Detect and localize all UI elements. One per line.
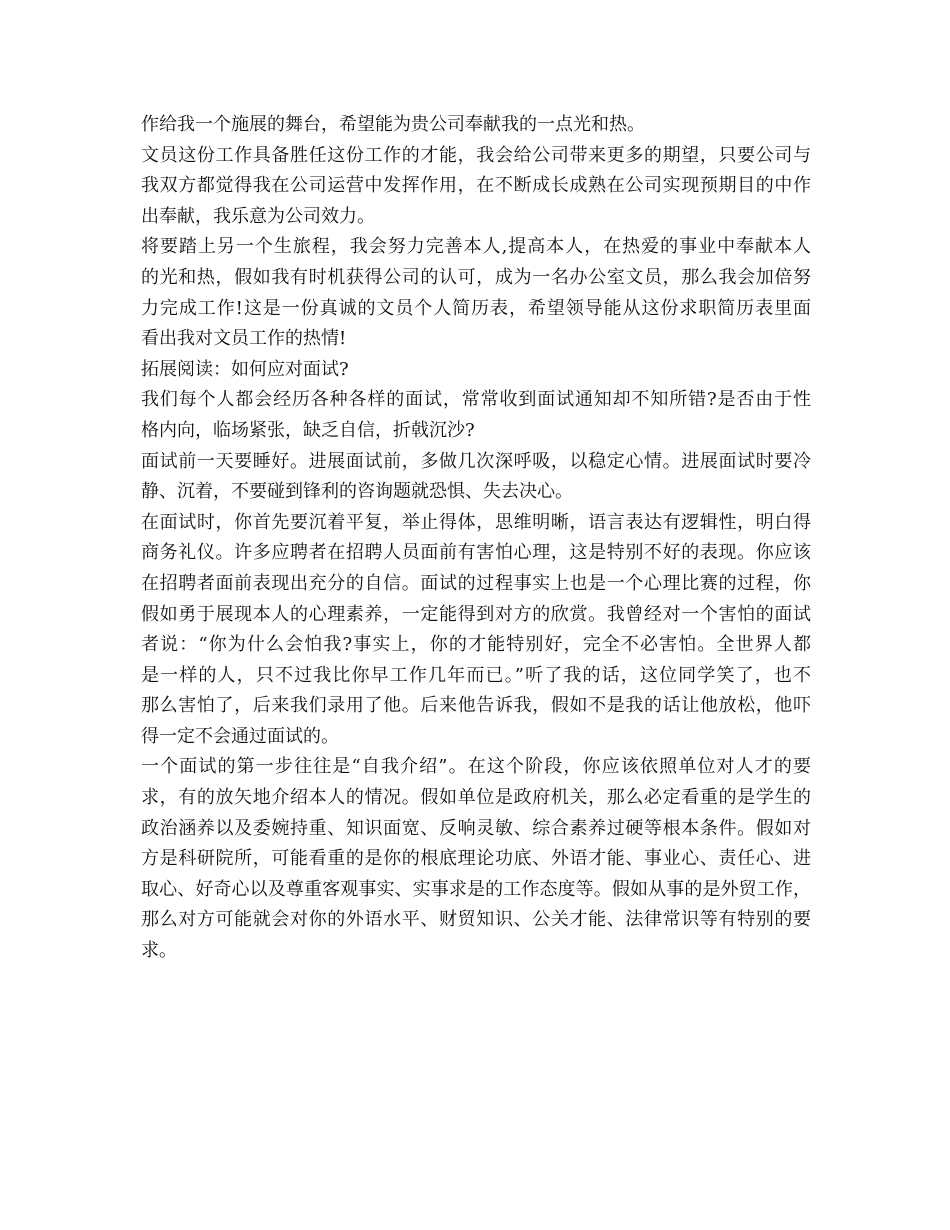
text-line: 那么害怕了，后来我们录用了他。后来他告诉我，假如不是我的话让他放松，他吓 <box>141 695 811 717</box>
text-line: 是一样的人，只不过我比你早工作几年而已。”听了我的话，这位同学笑了，也不 <box>141 664 811 686</box>
text-line: 者说：“你为什么会怕我?事实上，你的才能特别好，完全不必害怕。全世界人都 <box>141 634 811 656</box>
text-line: 面试前一天要睡好。进展面试前，多做几次深呼吸，以稳定心情。进展面试时要冷 <box>141 450 811 472</box>
text-line: 假如勇于展现本人的心理素养，一定能得到对方的欣赏。我曾经对一个害怕的面试 <box>141 603 811 625</box>
text-line: 方是科研院所，可能看重的是你的根底理论功底、外语才能、事业心、责任心、进 <box>141 848 811 870</box>
text-line: 那么对方可能就会对你的外语水平、财贸知识、公关才能、法律常识等有特别的要 <box>141 909 811 931</box>
text-line: 求。 <box>141 940 177 962</box>
document-body <box>141 110 811 967</box>
text-line: 力完成工作!这是一份真诚的文员个人简历表，希望领导能从这份求职简历表里面 <box>141 297 811 319</box>
text-line: 取心、好奇心以及尊重客观事实、实事求是的工作态度等。假如从事的是外贸工作， <box>141 878 811 900</box>
text-line: 拓展阅读：如何应对面试? <box>141 358 349 380</box>
text-line: 商务礼仪。许多应聘者在招聘人员面前有害怕心理，这是特别不好的表现。你应该 <box>141 542 811 564</box>
text-line: 出奉献，我乐意为公司效力。 <box>141 205 375 227</box>
text-line: 的光和热，假如我有时机获得公司的认可，成为一名办公室文员，那么我会加倍努 <box>141 266 811 288</box>
text-line: 将要踏上另一个生旅程，我会努力完善本人,提高本人，在热爱的事业中奉献本人 <box>141 236 811 258</box>
text-line: 格内向，临场紧张，缺乏自信，折戟沉沙? <box>141 419 475 441</box>
text-line: 一个面试的第一步往往是“自我介绍”。在这个阶段，你应该依照单位对人才的要 <box>141 756 811 778</box>
text-line: 在招聘者面前表现出充分的自信。面试的过程事实上也是一个心理比赛的过程，你 <box>141 572 811 594</box>
text-line: 在面试时，你首先要沉着平复，举止得体，思维明晰，语言表达有逻辑性，明白得 <box>141 511 811 533</box>
text-line: 政治涵养以及委婉持重、知识面宽、反响灵敏、综合素养过硬等根本条件。假如对 <box>141 817 811 839</box>
text-line: 作给我一个施展的舞台，希望能为贵公司奉献我的一点光和热。 <box>141 114 645 135</box>
text-line: 求，有的放矢地介绍本人的情况。假如单位是政府机关，那么必定看重的是学生的 <box>141 787 811 809</box>
text-line: 我们每个人都会经历各种各样的面试，常常收到面试通知却不知所错?是否由于性 <box>141 389 811 411</box>
text-line: 静、沉着，不要碰到锋利的咨询题就恐惧、失去决心。 <box>141 481 573 503</box>
text-line: 看出我对文员工作的热情! <box>141 328 347 350</box>
text-line: 得一定不会通过面试的。 <box>141 725 339 747</box>
text-line: 文员这份工作具备胜任这份工作的才能，我会给公司带来更多的期望，只要公司与 <box>141 144 811 166</box>
text-line: 我双方都觉得我在公司运营中发挥作用，在不断成长成熟在公司实现预期目的中作 <box>141 175 811 197</box>
